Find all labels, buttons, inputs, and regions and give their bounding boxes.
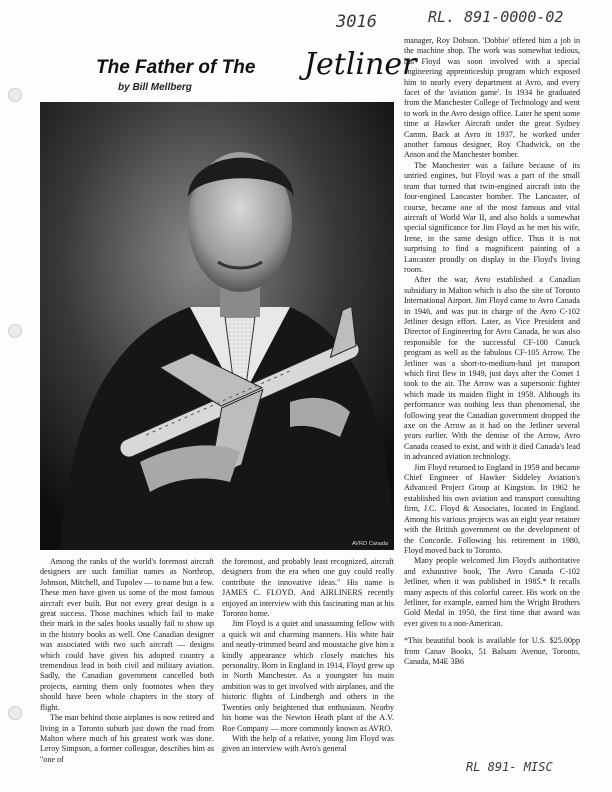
title-script-word: Jetliner xyxy=(304,47,417,82)
handwritten-number: 3016 xyxy=(336,12,377,32)
portrait-photo xyxy=(40,102,394,550)
paragraph: Jim Floyd is a quiet and unassuming fellow with a quick wit and charming manners. His white hair and neatly-trimmed beard and moustache give him a kindly appearance which closely matches his personality. Born in England in 1914, Floyd grew up in North Manchester. As a youngster his main ambition was to get involved with airplanes, and the historic flights of Lindbergh and others in the Twenties only heightened that enthusiasm. Nearby his home was the Newton Heath plant of the A.V. Roe Company — more commonly known as AVRO. xyxy=(222,619,394,733)
binder-hole-top xyxy=(8,88,22,102)
byline: by Bill Mellberg xyxy=(118,82,192,93)
paragraph: With the help of a relative, young Jim Floyd was given an interview with Avro's general xyxy=(222,733,394,754)
binder-hole-middle xyxy=(8,324,22,338)
paragraph: Among the ranks of the world's foremost aircraft designers are such familiar names as Northrop, Johnson, Mitchell, and Tupolev — to name but a few. These men have given us some of the most famous aircraft ever built. But not every great design is a great success. Those machines which fail to make their mark in the sales books usually fail to show up in the history books as well. One Canadian designer was associated with two such aircraft — designs which could have given his adopted country a tremendous lead in both civil and military aviation. Sadly, the Canadian government cancelled both projects, earning them only footnotes when they should have been whole chapters in the story of flight. xyxy=(40,557,214,712)
text-column-1 xyxy=(40,557,214,765)
binder-hole-bottom xyxy=(8,706,22,720)
article-title: The Father of The xyxy=(96,57,256,78)
handwritten-reference: RL. 891-0000-02 xyxy=(428,8,564,26)
paragraph: The man behind those airplanes is now retired and living in a Toronto suburb just down the road from Malton where much of his greatest work was done. Leroy Simpson, a former colleague, describes him as "one of xyxy=(40,713,214,764)
paragraph: Jim Floyd returned to England in 1959 and became Chief Engineer of Hawker Siddeley Aviation's Advanced Project Group at Kingston. In 1962 he established his own aviation and transport consulting firm, J.C. Floyd & Associates, located in England. Among his various projects was an eight year retainer with the British government on the development of the Concorde. Following his retirement in 1980, Floyd moved back to Toronto. xyxy=(404,462,580,555)
book-footnote: *This beautiful book is available for U.S. $25.00pp from Canav Books, 51 Balsam Avenue, Toronto, Canada, M4E 3B6 xyxy=(404,636,580,666)
paragraph: Many people welcomed Jim Floyd's authoritative and exhaustive book, The Avro Canada C-102 Jetliner, when it was published in 1985.* It recalls many aspects of this colorful career. His work on the Jetliner, for example, earned him the Wright Brothers Gold Medal in 1950, the first time that award was ever given to a non-American. xyxy=(404,556,580,628)
handwritten-misc-reference: RL 891- MISC xyxy=(466,760,553,774)
portrait-illustration xyxy=(40,102,394,550)
paragraph: After the war, Avro established a Canadian subsidiary in Malton which is also the site of Toronto International Airport. Jim Floyd came to Avro Canada in 1946, and was put in charge of the Avro C-102 Jetliner design effort. Later, as Vice President and Director of Engineering for Avro Canada, he was also responsible for the successful CF-100 Canuck program as well as the fabulous CF-105 Arrow. The Jetliner was a short-to-medium-haul jet transport which first flew in 1949, just days after the Comet 1 took to the air. The Arrow was a supersonic fighter which made its maiden flight in 1958. Although its performance was nothing less than phenomenal, the following year the Canadian government dropped the axe on the Arrow as it had on the Jetliner several years earlier. With the demise of the Arrow, Avro Canada ceased to exist, and with it died Canada's lead in advanced aviation technology. xyxy=(404,275,580,462)
text-column-3 xyxy=(404,36,580,667)
text-column-2 xyxy=(222,557,394,755)
photo-credit: AVRO Canada xyxy=(352,541,388,547)
paragraph: The Manchester was a failure because of its untried engines, but Floyd was a part of the small team that turned that twin-engined aircraft into the four-engined Lancaster bomber. The Lancaster, of course, became one of the most famous and vital aircraft of World War II, and also holds a somewhat special significance for Jim Floyd as he met his wife, Irene, in the same design office. Thus it is not surprising to find a magnificent painting of a Lancaster proudly on display in the Floyd's living room. xyxy=(404,160,580,274)
paragraph: manager, Roy Dobson. 'Dobbie' offered him a job in the machine shop. The work was somewhat tedious, but Floyd was soon involved with a special engineering apprenticeship program which exposed him to nearly every department at Avro, and every facet of the 'aviation game'. In 1934 he graduated from the Manchester College of Technology and went to work in the Avro design office. Later he spent some time at Hawker Aircraft under the great Sydney Camm. Back at Avro in 1937, he worked under another famous designer, Roy Chadwick, on the Anson and the Manchester bomber. xyxy=(404,36,580,160)
paragraph: the foremost, and probably least recognized, aircraft designers from the era when one guy could really contribute the innovative ideas." His name is JAMES C. FLOYD. And AIRLINERS recently enjoyed an interview with this fascinating man at his Toronto home. xyxy=(222,557,394,619)
